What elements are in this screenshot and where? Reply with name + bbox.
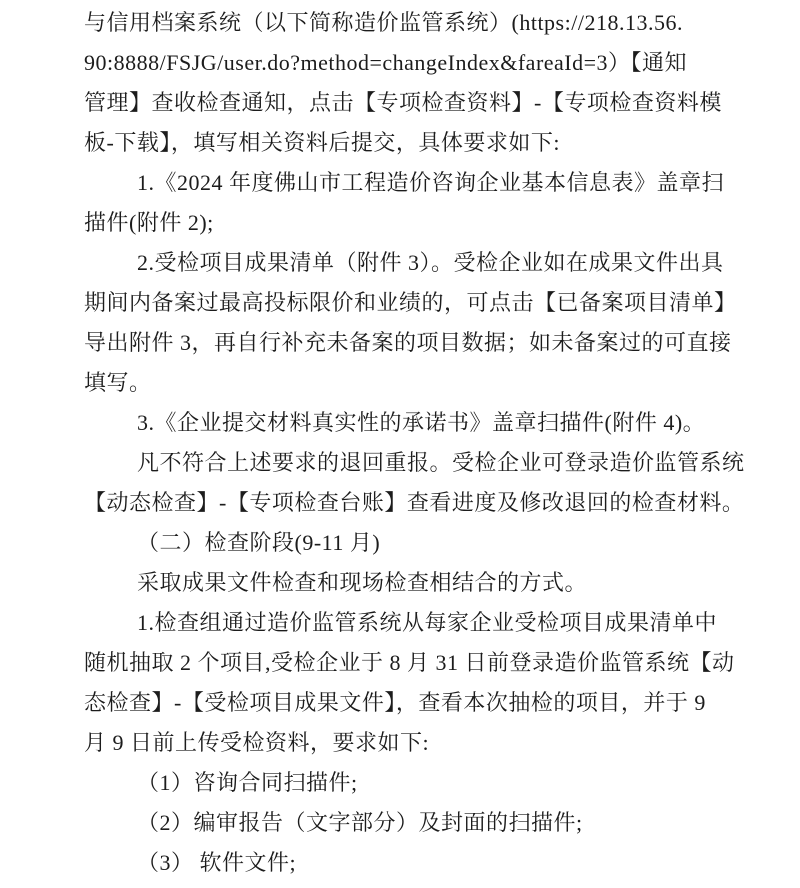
text-line: 2.受检项目成果清单（附件 3）。受检企业如在成果文件出具 bbox=[137, 250, 724, 275]
text-line: 态检查】-【受检项目成果文件】，查看本次抽检的项目，并于 9 bbox=[84, 690, 706, 715]
text-line: 描件(附件 2); bbox=[84, 210, 214, 235]
text-line: 与信用档案系统（以下简称造价监管系统）(https://218.13.56. bbox=[84, 10, 683, 35]
text-line: （1）咨询合同扫描件; bbox=[137, 770, 358, 795]
text-line: 板-下载】，填写相关资料后提交，具体要求如下: bbox=[84, 130, 560, 155]
text-line: 1.《2024 年度佛山市工程造价咨询企业基本信息表》盖章扫 bbox=[137, 170, 725, 195]
text-line: 期间内备案过最高投标限价和业绩的，可点击【已备案项目清单】 bbox=[84, 290, 737, 315]
text-line: 填写。 bbox=[84, 370, 152, 395]
text-line: （2）编审报告（文字部分）及封面的扫描件; bbox=[137, 810, 583, 835]
text-line: 3.《企业提交材料真实性的承诺书》盖章扫描件(附件 4)。 bbox=[137, 410, 706, 435]
text-line: 随机抽取 2 个项目,受检企业于 8 月 31 日前登录造价监管系统【动 bbox=[84, 650, 735, 675]
text-line: 导出附件 3，再自行补充未备案的项目数据；如未备案过的可直接 bbox=[84, 330, 732, 355]
text-line: 【动态检查】-【专项检查台账】查看进度及修改退回的检查材料。 bbox=[84, 490, 745, 515]
text-line: （3） 软件文件; bbox=[137, 850, 297, 875]
text-line: （二）检查阶段(9-11 月) bbox=[137, 530, 381, 555]
text-line: 凡不符合上述要求的退回重报。受检企业可登录造价监管系统 bbox=[137, 450, 745, 475]
text-line: 管理】查收检查通知，点击【专项检查资料】-【专项检查资料模 bbox=[84, 90, 722, 115]
text-line: 采取成果文件检查和现场检查相结合的方式。 bbox=[137, 570, 588, 595]
text-line: 月 9 日前上传受检资料，要求如下: bbox=[84, 730, 430, 755]
text-line: 1.检查组通过造价监管系统从每家企业受检项目成果清单中 bbox=[137, 610, 718, 635]
text-line: 90:8888/FSJG/user.do?method=changeIndex&fareaId=3）【通知 bbox=[84, 50, 688, 75]
